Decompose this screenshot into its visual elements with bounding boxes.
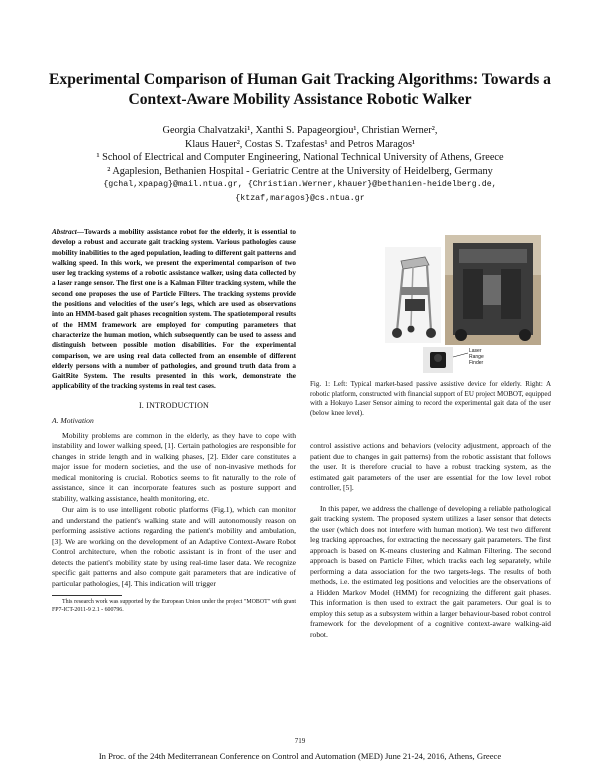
authors-line-1: Georgia Chalvatzaki¹, Xanthi S. Papageorgiou¹, Christian Werner², <box>162 125 438 136</box>
abstract-label: Abstract <box>52 228 77 236</box>
robot-photo <box>445 235 541 345</box>
paragraph: In this paper, we address the challenge of developing a reliable pathological gait tracking system. The proposed system utilizes a laser sensor that detects the user (which does not interfere with human motion). We test two different leg tracking approaches, for extracting the necessary gait parameters. The first approach is based on K-means clustering and Kalman Filtering. The second approach is based on Particle Filter, which tracks each leg separately, while performing a data association for the two targets-legs. The results of both methods, i.e. the estimated leg positions and velocities are the observations of a Hidden Markov Model (HMM) for recognizing the different gait phases. This information is then used to extract the gait parameters. Our goal is to employ this setup as a subsystem within a larger behaviour-based robot control framework for the development of a cognitive context-aware walking-aid robot. <box>310 503 551 639</box>
page-footer: In Proc. of the 24th Mediterranean Conference on Control and Automation (MED) June 21-24, 2016, Athens, Greece <box>98 751 502 761</box>
inset-label-range: Range <box>469 354 484 360</box>
right-column <box>310 441 551 641</box>
affiliation-1: ¹ School of Electrical and Computer Engineering, National Technical University of Athens, Greece <box>96 152 504 163</box>
footnote: This research work was supported by the European Union under the project "MOBOT" with grant FP7-ICT-2011-9 2.1 - 600796. <box>52 599 296 613</box>
walker-photo <box>385 247 441 343</box>
paragraph: control assistive actions and behaviors (velocity adjustment, approach of the patient due to changes in gait patterns) from the robotic assistant that follows the user. It is therefore crucial to have a robust tracking system, as the estimated gait parameters of the user are essential for the low level robot controller, [5]. <box>310 441 551 492</box>
emails-line-1: {gchal,xpapag}@mail.ntua.gr, {Christian.Werner,khauer}@bethanien-heidelberg.de, <box>103 180 497 189</box>
subsection-heading: A. Motivation <box>52 416 94 426</box>
authors-line-2: Klaus Hauer², Costas S. Tzafestas¹ and Petros Maragos¹ <box>184 138 416 150</box>
footnote-divider <box>52 595 122 596</box>
inset-label-finder: Finder <box>469 360 484 366</box>
paragraph: Mobility problems are common in the elderly, as they have to cope with instability and lower walking speed, [1]. Certain pathologies are responsible for changes in stride length and in walking phases, [2]. Elder care constitutes a major issue for modern societies, and the use of non-invasive methods for medical monitoring is crucial. Robotics seems to fit naturally to the role of assistance, since it can incorporate features such as posture support and stability, walking assistance, health monitoring, etc. <box>52 430 296 503</box>
page-number: 719 <box>294 737 306 745</box>
section-heading: I. INTRODUCTION <box>138 400 210 410</box>
left-column <box>52 227 296 614</box>
paper-title: Experimental Comparison of Human Gait Tracking Algorithms: Towards a Context-Aware Mobility Assistance Robotic Walker <box>49 71 551 108</box>
inset-label-laser: Laser <box>469 348 482 354</box>
abstract-text: Towards a mobility assistance robot for the elderly, it is essential to develop a robust and accurate gait tracking system. Various pathologies cause mobility inabilities to the aged population, leading to different gait patterns and walking speed. In this work, we present the experimental comparison of two user leg tracking systems of a robotic assistance walker, using data collected by a laser range sensor. The first one is a Kalman Filter tracking system, while the second one proposes the use of Particle Filters. The tracking systems provide the positions and velocities of the user's legs, which are used as observations into an HMM-based gait phases recognition system. The spatiotemporal results of the HMM framework are employed for computing parameters that characterize the human motion, which subsequently can be used to assess and distinguish between possible motion disabilities. For the experimental comparison, we are using real data collected from an ensemble of different elderly persons with a number of pathologies, and ground truth data from a GaitRite System. The results presented in this work, demonstrate the applicability of the tracking systems in real test cases. <box>52 228 296 391</box>
paragraph: Our aim is to use intelligent robotic platforms (Fig.1), which can monitor and understand the patient's walking state and will autonomously reason on performing assistive actions regarding the patient's mobility and ambulation, [3]. We are working on the development of an Adaptive Context-Aware Robot Control architecture, when the robotic assistant is in front of the user and detects the patient's mobility state by using real-time laser data. We recognize specific gait patterns and also compute gait parameters that are indicative of particular pathologies, [4]. This indication will trigger <box>52 505 296 588</box>
emails-line-2: {ktzaf,maragos}@cs.ntua.gr <box>235 193 365 203</box>
abstract: Abstract—Towards a mobility assistance robot for the elderly, it is essential to develop a robust and accurate gait tracking system. Various pathologies cause mobility inabilities to the aged population, leading to different gait patterns and walking speed. In this work, we present the experimental comparison of two user leg tracking systems of a robotic assistance walker, using data collected by a laser range sensor. The first one is a Kalman Filter tracking system, while the second one proposes the use of Particle Filters. The tracking systems provide the positions and velocities of the user's legs, which are used as observations into an HMM-based gait phases recognition system. The spatiotemporal results of the HMM framework are employed for computing parameters that characterize the human motion, which subsequently can be used to assess and distinguish between possible motion disabilities. For the experimental comparison, we are using real data collected from an ensemble of different elderly persons with a number of pathologies, and ground truth data from a GaitRite System. The results presented in this work, demonstrate the applicability of the tracking systems in real test cases. <box>52 228 296 391</box>
affiliation-2: ² Agaplesion, Bethanien Hospital - Geriatric Centre at the University of Heidelberg, Germany <box>107 165 493 177</box>
author-block <box>40 124 560 205</box>
figure-caption: Fig. 1: Left: Typical market-based passive assistive device for elderly. Right: A robotic platform, constructed with financial support of EU project MOBOT, equipped with a Hokuyo Laser Sensor aiming to record the experimental gait data of the user (below knee level). <box>310 380 551 417</box>
figure-1-image <box>383 235 541 373</box>
